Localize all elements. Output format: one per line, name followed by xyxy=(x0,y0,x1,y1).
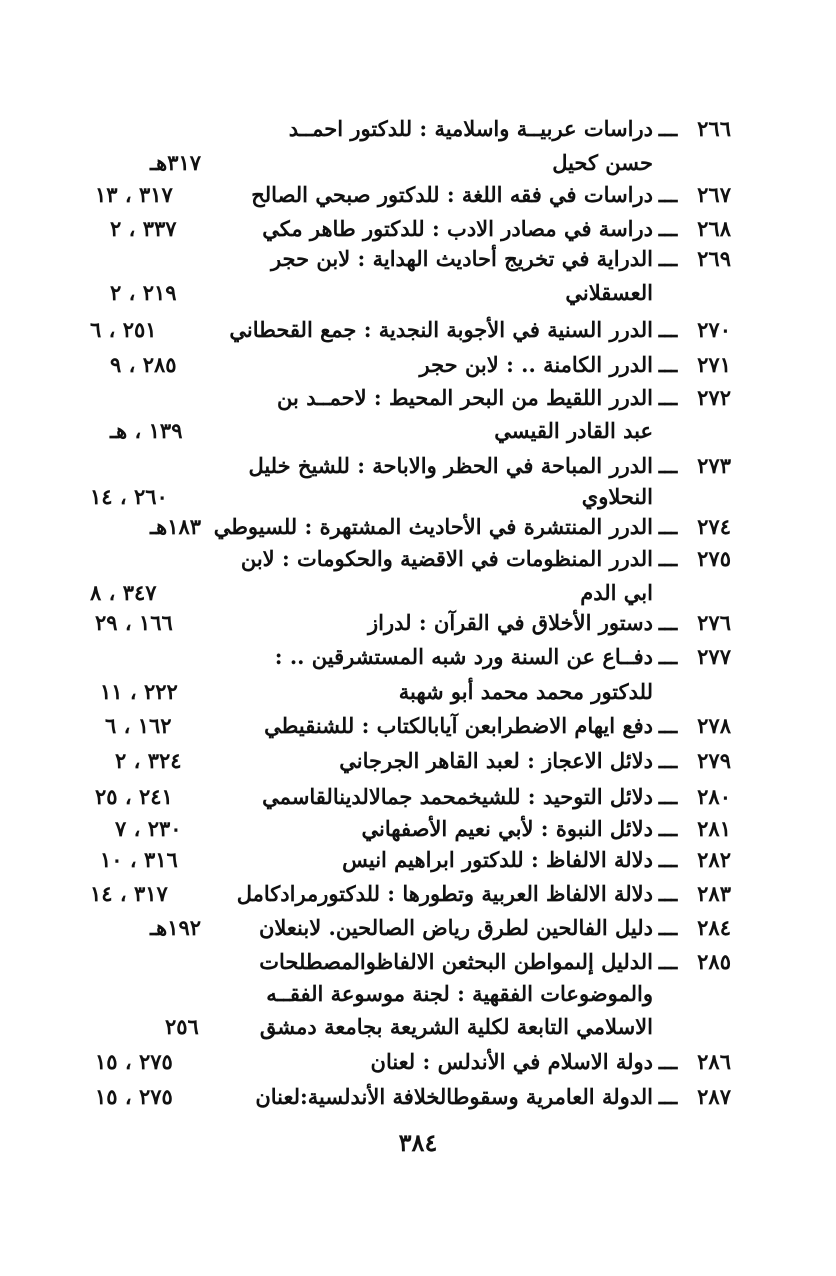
entry-reference: ٢٤١ ، ٢٥ xyxy=(95,784,173,809)
entry-reference: ٣١٧ ، ١٣ xyxy=(95,182,173,207)
entry-title: دراسات عربيــة واسلامية : للدكتور احمــد xyxy=(288,116,653,141)
entry-title: الدرر الكامنة .. : لابن حجر xyxy=(419,352,653,377)
entry-dash: ـــ xyxy=(658,116,678,141)
entry-dash: ـــ xyxy=(658,881,678,906)
entry-title-continuation: ابي الدم xyxy=(580,580,653,605)
entry-reference: ١٦٢ ، ٦ xyxy=(105,713,172,738)
entry-dash: ـــ xyxy=(658,385,678,410)
entry-reference: ٣٢٤ ، ٢ xyxy=(115,748,182,773)
entry-number: ٢٧٧ xyxy=(697,644,731,669)
entry-title: الدرر المنظومات في الاقضية والحكومات : لابن xyxy=(240,546,653,571)
index-entry xyxy=(248,449,731,483)
entry-number: ٢٨٣ xyxy=(697,881,731,906)
index-entry xyxy=(362,812,731,846)
entry-title: دراسة في مصادر الادب : للدكتور طاهر مكي xyxy=(262,216,653,241)
entry-reference: ٣١٧هـ xyxy=(150,150,202,175)
index-entry xyxy=(275,640,731,674)
entry-title: دفع ايهام الاضطرابعن آيابالكتاب : للشنقيطي xyxy=(264,713,653,738)
entry-number: ٢٧٤ xyxy=(697,514,731,539)
entry-number: ٢٦٨ xyxy=(697,216,731,241)
entry-dash: ـــ xyxy=(658,317,678,342)
entry-title: الدرر اللقيط من البحر المحيط : لاحمــد بن xyxy=(277,385,653,410)
entry-number: ٢٨٠ xyxy=(697,784,731,809)
page-number: ٣٨٤ xyxy=(398,1128,438,1157)
entry-title: الدراية في تخريج أحاديث الهداية : لابن حجر xyxy=(270,246,653,271)
entry-title: دلالة الالفاظ العربية وتطورها : للدكتورمرادكامل xyxy=(236,881,653,906)
entry-title: دولة الاسلام في الأندلس : لعنان xyxy=(370,1049,653,1074)
entry-dash: ـــ xyxy=(658,514,678,539)
entry-dash: ـــ xyxy=(658,610,678,635)
entry-number: ٢٦٧ xyxy=(697,182,731,207)
index-entry xyxy=(251,178,731,212)
index-entry xyxy=(229,313,731,347)
entry-dash: ـــ xyxy=(658,1049,678,1074)
entry-number: ٢٨٢ xyxy=(697,847,731,872)
entry-number: ٢٧١ xyxy=(697,352,731,377)
entry-title-continuation: العسقلاني xyxy=(565,280,653,305)
entry-number: ٢٨٤ xyxy=(697,915,731,940)
entry-title: دلائل النبوة : لأبي نعيم الأصفهاني xyxy=(361,816,653,841)
entry-reference: ٢٦٠ ، ١٤ xyxy=(90,484,168,509)
entry-title-continuation: الاسلامي التابعة لكلية الشريعة بجامعة دمشق xyxy=(259,1014,653,1039)
entry-number: ٢٨٧ xyxy=(697,1084,731,1109)
entry-dash: ـــ xyxy=(658,915,678,940)
entry-reference: ١٣٩ ، هـ xyxy=(110,418,183,443)
index-entry xyxy=(342,843,731,877)
entry-title: دلالة الالفاظ : للدكتور ابراهيم انيس xyxy=(342,847,653,872)
entry-reference: ١٦٦ ، ٢٩ xyxy=(95,610,173,635)
index-entry xyxy=(289,112,731,146)
entry-number: ٢٧٦ xyxy=(697,610,731,635)
entry-dash: ـــ xyxy=(658,453,678,478)
entry-number: ٢٧٣ xyxy=(697,453,731,478)
entry-reference: ٢٣٠ ، ٧ xyxy=(115,816,182,841)
entry-reference: ٣٣٧ ، ٢ xyxy=(110,216,177,241)
entry-number: ٢٧٢ xyxy=(697,385,731,410)
index-entry xyxy=(368,606,731,640)
index-entry xyxy=(271,242,731,276)
index-entry xyxy=(262,780,731,814)
entry-dash: ـــ xyxy=(658,784,678,809)
entry-title: الدليل إلىمواطن البحثعن الالفاظوالمصطلحات xyxy=(259,949,653,974)
entry-dash: ـــ xyxy=(658,748,678,773)
index-entry xyxy=(237,877,731,911)
entry-reference: ١٨٣هـ xyxy=(150,514,202,539)
index-entry xyxy=(420,348,731,382)
entry-title: الدرر المنتشرة في الأحاديث المشتهرة : للسيوطي xyxy=(213,514,653,539)
entry-dash: ـــ xyxy=(658,546,678,571)
entry-title: دليل الفالحين لطرق رياض الصالحين. لابنعلان xyxy=(258,915,653,940)
entry-number: ٢٧٠ xyxy=(697,317,731,342)
entry-title: الدرر المباحة في الحظر والاباحة : للشيخ خليل xyxy=(248,453,653,478)
entry-reference: ٣٤٧ ، ٨ xyxy=(90,580,157,605)
index-entry xyxy=(264,709,731,743)
entry-reference: ٢٨٥ ، ٩ xyxy=(110,352,177,377)
index-entry xyxy=(277,381,731,415)
entry-dash: ـــ xyxy=(658,352,678,377)
entry-reference: ٢٢٢ ، ١١ xyxy=(100,679,178,704)
entry-dash: ـــ xyxy=(658,949,678,974)
entry-title: دراسات في فقه اللغة : للدكتور صبحي الصالح xyxy=(251,182,653,207)
entry-title: دلائل الاعجاز : لعبد القاهر الجرجاني xyxy=(339,748,653,773)
entry-title: دفــاع عن السنة ورد شبه المستشرقين .. : xyxy=(274,644,653,669)
entry-number: ٢٨٦ xyxy=(697,1049,731,1074)
index-entry xyxy=(371,1045,731,1079)
entry-title: الدولة العامرية وسقوطالخلافة الأندلسية:لعنان xyxy=(255,1084,653,1109)
entry-number: ٢٧٨ xyxy=(697,713,731,738)
entry-reference: ٢٧٥ ، ١٥ xyxy=(95,1049,173,1074)
entry-title-continuation: عبد القادر القيسي xyxy=(494,418,653,443)
entry-dash: ـــ xyxy=(658,246,678,271)
entry-dash: ـــ xyxy=(658,182,678,207)
entry-dash: ـــ xyxy=(658,644,678,669)
entry-reference: ٣١٦ ، ١٠ xyxy=(100,847,178,872)
entry-dash: ـــ xyxy=(658,1084,678,1109)
entry-dash: ـــ xyxy=(658,216,678,241)
index-entry xyxy=(259,945,731,979)
entry-title-continuation: والموضوعات الفقهية : لجنة موسوعة الفقــه xyxy=(266,981,653,1006)
entry-title-continuation: حسن كحيل xyxy=(552,150,653,175)
entry-title: الدرر السنية في الأجوبة النجدية : جمع القحطاني xyxy=(229,317,653,342)
entry-reference: ٢٧٥ ، ١٥ xyxy=(95,1084,173,1109)
entry-title-continuation: للدكتور محمد محمد أبو شهبة xyxy=(398,679,653,704)
entry-dash: ـــ xyxy=(658,847,678,872)
entry-reference: ٢١٩ ، ٢ xyxy=(110,280,177,305)
entry-reference: ٢٥٦ xyxy=(165,1014,199,1039)
entry-dash: ـــ xyxy=(658,816,678,841)
index-entry xyxy=(255,1080,731,1114)
entry-number: ٢٨٥ xyxy=(697,949,731,974)
entry-number: ٢٧٥ xyxy=(697,546,731,571)
entry-number: ٢٨١ xyxy=(697,816,731,841)
index-entry xyxy=(262,212,731,246)
index-entry xyxy=(214,510,731,544)
entry-dash: ـــ xyxy=(658,713,678,738)
entry-number: ٢٦٩ xyxy=(697,246,731,271)
entry-title: دلائل التوحيد : للشيخمحمد جمالالدينالقاسمي xyxy=(262,784,653,809)
entry-title: دستور الأخلاق في القرآن : لدراز xyxy=(368,610,653,635)
entry-reference: ٢٥١ ، ٦ xyxy=(90,317,157,342)
entry-number: ٢٦٦ xyxy=(697,116,731,141)
entry-reference: ١٩٢هـ xyxy=(150,915,202,940)
index-entry xyxy=(241,542,731,576)
entry-reference: ٣١٧ ، ١٤ xyxy=(90,881,168,906)
entry-title-continuation: النحلاوي xyxy=(581,484,653,509)
index-entry xyxy=(339,744,731,778)
entry-number: ٢٧٩ xyxy=(697,748,731,773)
index-entry xyxy=(259,911,731,945)
